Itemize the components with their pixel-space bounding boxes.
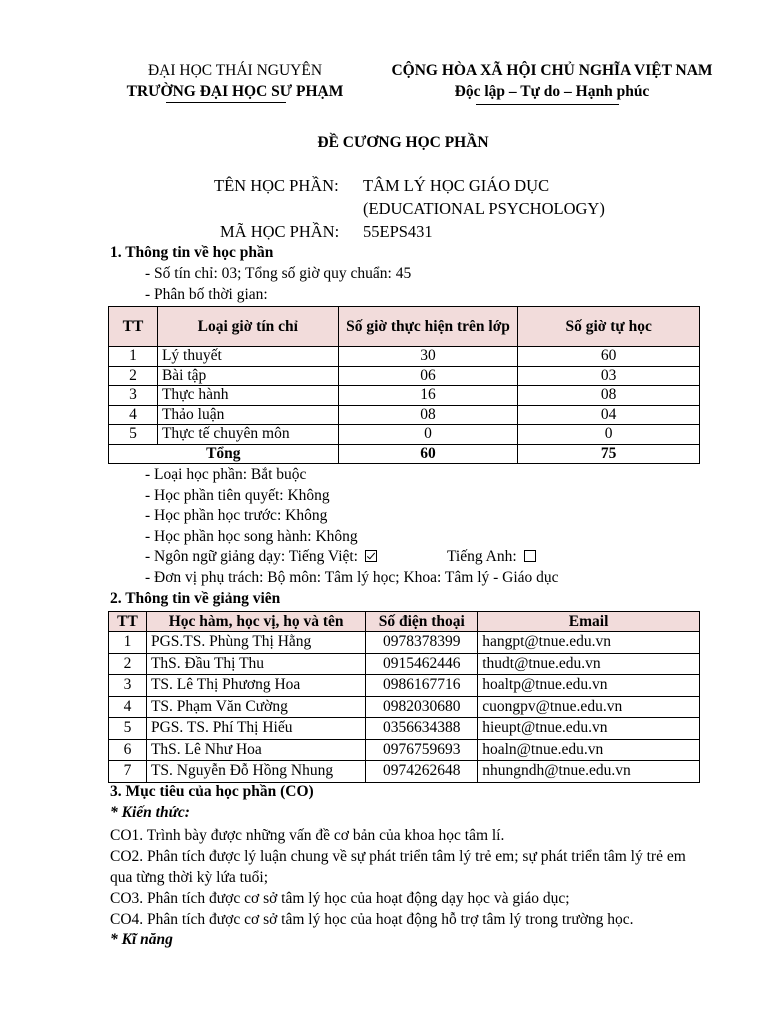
table-header: TT [109, 612, 147, 632]
table-row [109, 739, 700, 761]
total-self-study: 75 [518, 444, 700, 464]
table-row [109, 675, 700, 697]
objective-co3: CO3. Phân tích được cơ sở tâm lý học của hoạt động dạy học và giáo dục; [110, 890, 570, 907]
university-name: ĐẠI HỌC THÁI NGUYÊN [147, 62, 323, 79]
prerequisite-line: - Học phần tiên quyết: Không [145, 487, 330, 504]
table-cell: 0978378399 [366, 632, 478, 654]
country-name: CỘNG HÒA XÃ HỘI CHỦ NGHĨA VIỆT NAM [391, 62, 713, 79]
table-cell: PGS. TS. Phí Thị Hiếu [146, 718, 365, 740]
objective-co1: CO1. Trình bày được những vấn đề cơ bản của khoa học tâm lí. [110, 827, 505, 844]
table-cell: 16 [338, 386, 518, 406]
table-cell: 2 [109, 653, 147, 675]
course-name-english: (EDUCATIONAL PSYCHOLOGY) [363, 199, 605, 218]
table-cell: 08 [338, 405, 518, 425]
table-cell: 08 [518, 386, 700, 406]
table-cell: hoaln@tnue.edu.vn [478, 739, 700, 761]
objective-co4: CO4. Phân tích được cơ sở tâm lý học của hoạt động hỗ trợ tâm lý trong trường học. [110, 911, 634, 928]
table-row [109, 761, 700, 783]
section1-heading: 1. Thông tin về học phần [110, 244, 274, 261]
table-row [109, 696, 700, 718]
school-name: TRƯỜNG ĐẠI HỌC SƯ PHẠM [126, 83, 344, 100]
prior-course-line: - Học phần học trước: Không [145, 507, 328, 524]
table-cell: cuongpv@tnue.edu.vn [478, 696, 700, 718]
parallel-course-line: - Học phần học song hành: Không [145, 528, 358, 545]
course-type-line: - Loại học phần: Bắt buộc [145, 466, 307, 483]
course-name-label: TÊN HỌC PHẦN: [214, 176, 339, 195]
course-code-value: 55EPS431 [363, 222, 433, 241]
table-cell: nhungndh@tnue.edu.vn [478, 761, 700, 783]
table-header: Học hàm, học vị, họ và tên [146, 612, 365, 632]
table-row [109, 653, 700, 675]
table-cell: PGS.TS. Phùng Thị Hằng [146, 632, 365, 654]
table-total-row [109, 444, 700, 464]
table-cell: 4 [109, 696, 147, 718]
total-class-hours: 60 [338, 444, 518, 464]
table-cell: 6 [109, 739, 147, 761]
vietnamese-checkbox-icon [365, 550, 377, 562]
table-cell: hangpt@tnue.edu.vn [478, 632, 700, 654]
table-cell: 04 [518, 405, 700, 425]
table-cell: 0 [338, 425, 518, 445]
table-cell: TS. Nguyễn Đỗ Hồng Nhung [146, 761, 365, 783]
table-header: Số giờ tự học [518, 307, 700, 347]
table-cell: 7 [109, 761, 147, 783]
table-cell: hieupt@tnue.edu.vn [478, 718, 700, 740]
table-cell: Bài tập [157, 366, 338, 386]
table-cell: ThS. Lê Như Hoa [146, 739, 365, 761]
english-checkbox-icon [524, 550, 536, 562]
table-header-row [109, 307, 700, 347]
knowledge-heading: * Kiến thức: [110, 804, 190, 821]
table-cell: 06 [338, 366, 518, 386]
language-english-label: Tiếng Anh: [447, 548, 517, 565]
table-cell: TS. Phạm Văn Cường [146, 696, 365, 718]
table-cell: Thực hành [157, 386, 338, 406]
time-distribution-table [108, 306, 700, 464]
skills-heading: * Kĩ năng [110, 931, 173, 948]
distribution-line: - Phân bố thời gian: [145, 286, 268, 303]
table-cell: 30 [338, 347, 518, 367]
table-cell: 3 [109, 675, 147, 697]
table-cell: Lý thuyết [157, 347, 338, 367]
table-row [109, 386, 700, 406]
credits-line: - Số tín chỉ: 03; Tổng số giờ quy chuẩn: 45 [145, 265, 412, 282]
table-cell: hoaltp@tnue.edu.vn [478, 675, 700, 697]
table-header: Email [478, 612, 700, 632]
table-cell: 3 [109, 386, 158, 406]
table-cell: 5 [109, 718, 147, 740]
table-cell: 4 [109, 405, 158, 425]
lecturer-table [108, 611, 700, 783]
table-cell: 2 [109, 366, 158, 386]
table-row [109, 425, 700, 445]
table-cell: 0986167716 [366, 675, 478, 697]
motto: Độc lập – Tự do – Hạnh phúc [454, 83, 650, 100]
motto-underline [476, 104, 619, 105]
table-cell: 0976759693 [366, 739, 478, 761]
language-vietnamese-label: - Ngôn ngữ giảng dạy: Tiếng Việt: [145, 548, 358, 565]
total-label: Tổng [109, 444, 339, 464]
table-cell: 0982030680 [366, 696, 478, 718]
table-cell: 0974262648 [366, 761, 478, 783]
table-cell: 1 [109, 632, 147, 654]
table-header: Số giờ thực hiện trên lớp [338, 307, 518, 347]
table-cell: TS. Lê Thị Phương Hoa [146, 675, 365, 697]
table-row [109, 366, 700, 386]
responsible-unit-line: - Đơn vị phụ trách: Bộ môn: Tâm lý học; Khoa: Tâm lý - Giáo dục [145, 569, 559, 586]
table-row [109, 347, 700, 367]
table-cell: 03 [518, 366, 700, 386]
course-name-value: TÂM LÝ HỌC GIÁO DỤC [363, 176, 550, 195]
table-cell: ThS. Đầu Thị Thu [146, 653, 365, 675]
table-cell: thudt@tnue.edu.vn [478, 653, 700, 675]
table-cell: 1 [109, 347, 158, 367]
table-header: Loại giờ tín chỉ [157, 307, 338, 347]
table-cell: Thực tế chuyên môn [157, 425, 338, 445]
course-code-label: MÃ HỌC PHẦN: [220, 222, 340, 241]
table-cell: 0356634388 [366, 718, 478, 740]
table-row [109, 718, 700, 740]
section2-heading: 2. Thông tin về giảng viên [110, 590, 281, 607]
school-underline [166, 102, 286, 103]
objective-co2: CO2. Phân tích được lý luận chung về sự phát triển tâm lý trẻ em; sự phát triển tâm lý trẻ em qua từng thời kỳ lứa tuổi; [110, 848, 686, 886]
language-line [145, 548, 377, 566]
section3-heading: 3. Mục tiêu của học phần (CO) [110, 783, 314, 800]
table-row [109, 632, 700, 654]
table-header: Số điện thoại [366, 612, 478, 632]
language-english [447, 548, 536, 566]
table-cell: Thảo luận [157, 405, 338, 425]
table-header-row [109, 612, 700, 632]
table-row [109, 405, 700, 425]
table-cell: 0915462446 [366, 653, 478, 675]
table-cell: 0 [518, 425, 700, 445]
table-header: TT [109, 307, 158, 347]
table-cell: 5 [109, 425, 158, 445]
document-title: ĐỀ CƯƠNG HỌC PHẦN [317, 134, 489, 151]
table-cell: 60 [518, 347, 700, 367]
